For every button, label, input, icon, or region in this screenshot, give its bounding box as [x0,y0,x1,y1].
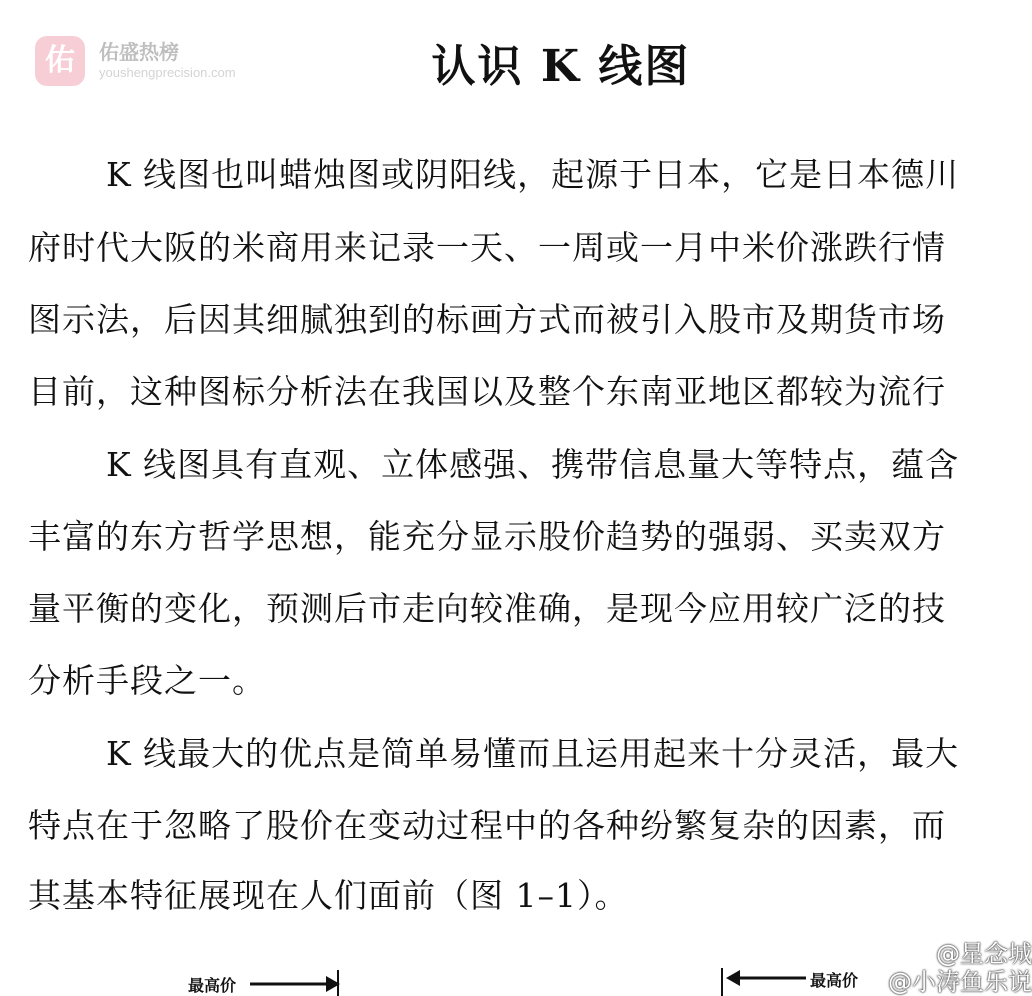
watermark-url: youshengprecision.com [99,65,236,80]
bottom-watermark-line2: @小涛鱼乐说 [888,968,1032,996]
paragraph-line: 特点在于忽略了股价在变动过程中的各种纷繁复杂的因素，而 [28,806,946,845]
watermark-badge-icon: 佑 [35,36,85,86]
figure-label-high-right: 最高价 [810,971,859,990]
paragraph-line: K 线最大的优点是简单易懂而且运用起来十分灵活，最大 [106,734,960,773]
paragraph-line: K 线图具有直观、立体感强、携带信息量大等特点，蕴含 [106,445,960,484]
paragraph-line: 其基本特征展现在人们面前（图 1–1）。 [28,876,629,915]
paragraph-line: 府时代大阪的米商用来记录一天、一周或一月中米价涨跌行情 [28,228,946,267]
page-title: 认识 K 线图 [431,41,691,92]
paragraph-line: 量平衡的变化，预测后市走向较准确，是现今应用较广泛的技 [28,589,946,628]
paragraph-line: 图示法，后因其细腻独到的标画方式而被引入股市及期货市场 [28,300,946,339]
paragraph-line: 目前，这种图标分析法在我国以及整个东南亚地区都较为流行 [28,372,946,411]
paragraph-line: 丰富的东方哲学思想，能充分显示股价趋势的强弱、买卖双方 [28,517,946,556]
bottom-watermark-line1: @星念城 [936,940,1032,968]
right-arrow-head [726,970,740,986]
bottom-watermark [888,940,1032,996]
paragraph-line: K 线图也叫蜡烛图或阴阳线，起源于日本，它是日本德川 [106,155,960,194]
figure-label-high-left: 最高价 [188,976,237,995]
paragraph-line: 分析手段之一。 [28,661,266,700]
watermark-name: 佑盛热榜 [99,40,179,64]
